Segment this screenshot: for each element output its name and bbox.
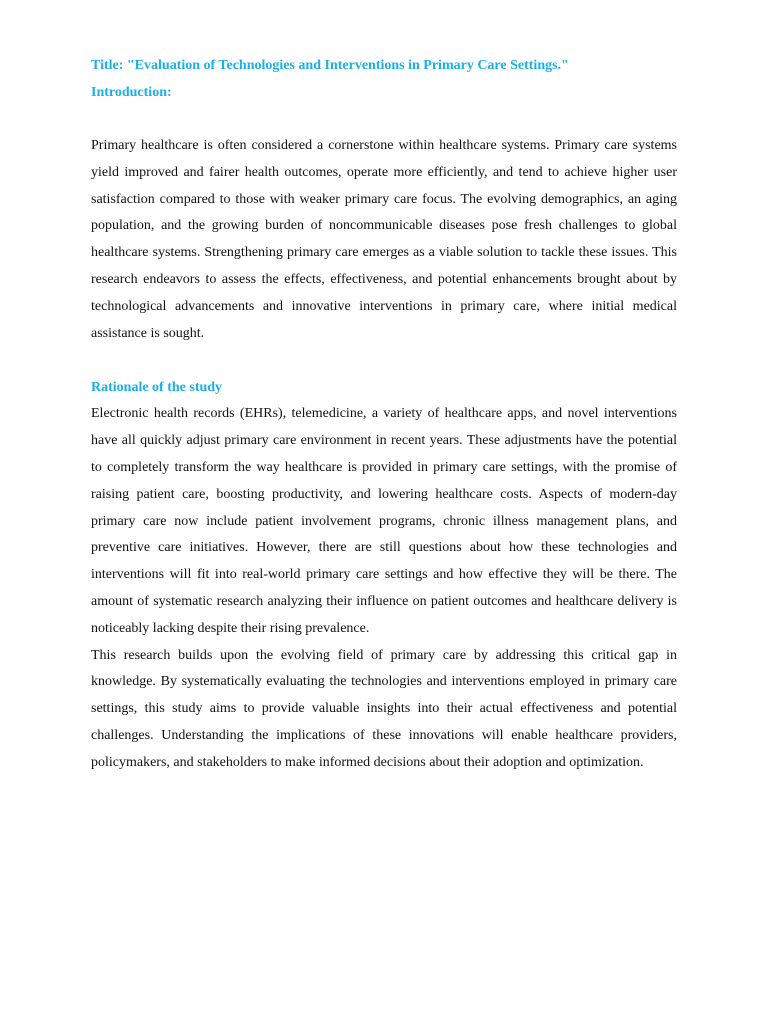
rationale-paragraph: This research builds upon the evolving field of primary care by addressing this critical gap in knowledge. By systematically evaluating the technologies and interventions employed in primary care settings, this study aims to provide valuable insights into their actual effectiveness and potential challenges. Understanding the implications of these innovations will enable healthcare providers, policymakers, and stakeholders to make informed decisions about their adoption and optimization. xyxy=(91,647,677,770)
spacer xyxy=(91,106,677,133)
introduction-paragraph: Primary healthcare is often considered a cornerstone within healthcare systems. Primary care systems yield improved and fairer health outcomes, operate more efficiently, and tend to achieve higher user satisfaction compared to those with weaker primary care focus. The evolving demographics, an aging population, and the growing burden of noncommunicable diseases pose fresh challenges to global healthcare systems. Strengthening primary care emerges as a viable solution to tackle these issues. This research endeavors to assess the effects, effectiveness, and potential enhancements brought about by technological advancements and innovative interventions in primary care, where initial medical assistance is sought. xyxy=(91,138,677,341)
rationale-paragraph: Electronic health records (EHRs), telemedicine, a variety of healthcare apps, and novel interventions have all quickly adjust primary care environment in recent years. These adjustments have the potential to completely transform the way healthcare is provided in primary care settings, with the promise of raising patient care, boosting productivity, and lowering healthcare costs. Aspects of modern-day primary care now include patient involvement programs, chronic illness management plans, and preventive care initiatives. However, there are still questions about how these technologies and interventions will fit into real-world primary care settings and how effective they will be there. The amount of systematic research analyzing their influence on patient outcomes and healthcare delivery is noticeably lacking despite their rising prevalence. xyxy=(91,406,677,636)
document-title: Title: "Evaluation of Technologies and Interventions in Primary Care Settings." xyxy=(91,58,569,73)
spacer xyxy=(91,347,677,374)
document-page xyxy=(91,52,677,777)
introduction-heading: Introduction: xyxy=(91,85,172,100)
rationale-heading: Rationale of the study xyxy=(91,380,223,396)
